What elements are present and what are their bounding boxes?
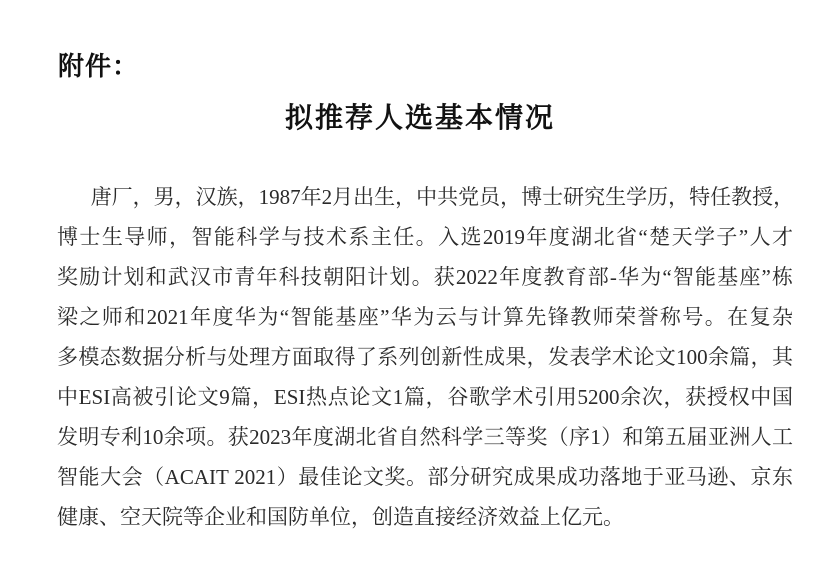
paragraph-line: 健康、空天院等企业和国防单位，创造直接经济效益上亿元。	[57, 505, 624, 529]
body-paragraph	[57, 177, 793, 537]
paragraph-line: 多模态数据分析与处理方面取得了系列创新性成果，发表学术论文100余篇，其	[57, 345, 793, 369]
paragraph-line: 梁之师和2021年度华为“智能基座”华为云与计算先锋教师荣誉称号。在复杂	[57, 305, 793, 329]
page-title: 拟推荐人选基本情况	[284, 103, 555, 134]
paragraph-line: 发明专利10余项。获2023年度湖北省自然科学三等奖（序1）和第五届亚洲人工	[57, 425, 793, 449]
paragraph-line: 智能大会（ACAIT 2021）最佳论文奖。部分研究成果成功落地于亚马逊、京东	[57, 465, 793, 489]
paragraph-line: 博士生导师，智能科学与技术系主任。入选2019年度湖北省“楚天学子”人才	[57, 225, 793, 249]
paragraph-line: 唐厂，男，汉族，1987年2月出生，中共党员，博士研究生学历，特任教授，	[90, 185, 795, 209]
paragraph-line: 中ESI高被引论文9篇，ESI热点论文1篇，谷歌学术引用5200余次，获授权中国	[57, 385, 793, 409]
paragraph-line: 奖励计划和武汉市青年科技朝阳计划。获2022年度教育部-华为“智能基座”栋	[57, 265, 793, 289]
attachment-label: 附件：	[58, 52, 140, 81]
